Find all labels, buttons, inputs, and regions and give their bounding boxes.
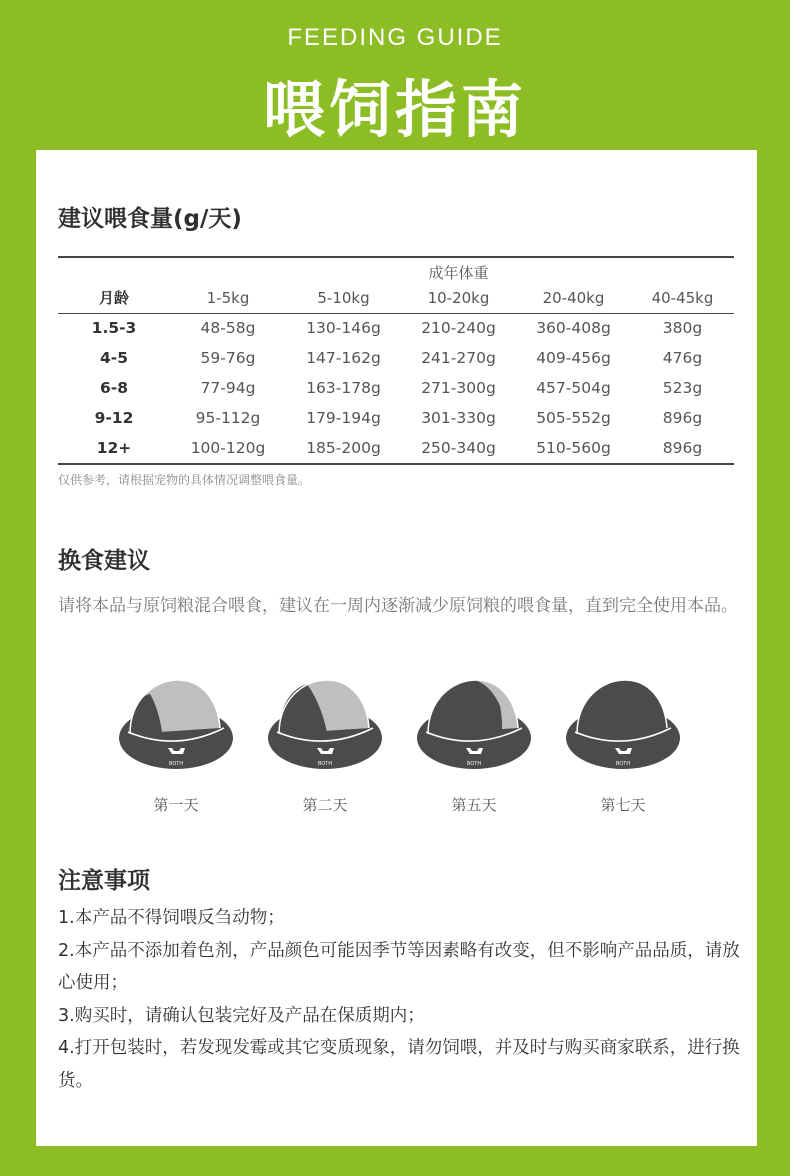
stage-day-5 bbox=[414, 672, 534, 815]
food-bowl-icon bbox=[265, 672, 385, 772]
weight-group-label: 成年体重 bbox=[428, 264, 489, 282]
age-cell: 4-5 bbox=[99, 349, 128, 367]
weight-column-header: 40-45kg bbox=[631, 283, 734, 313]
amount-cell: 241-270g bbox=[421, 349, 496, 367]
amount-cell: 896g bbox=[662, 409, 703, 427]
amount-cell: 409-456g bbox=[536, 349, 611, 367]
amount-cell: 185-200g bbox=[306, 439, 381, 457]
amount-cell: 48-58g bbox=[200, 319, 256, 338]
table-row bbox=[58, 343, 734, 373]
bowl-brand-text: BOTH bbox=[616, 761, 630, 767]
age-column-header: 月龄 bbox=[58, 283, 170, 313]
age-cell: 9-12 bbox=[94, 409, 134, 427]
transition-stages bbox=[36, 672, 757, 812]
table-group-header bbox=[58, 258, 734, 283]
amount-cell: 77-94g bbox=[200, 379, 256, 397]
amount-cell: 130-146g bbox=[306, 319, 381, 338]
content-card bbox=[36, 150, 757, 1146]
bowl-brand-text: BOTH bbox=[467, 761, 481, 767]
stage-label: 第一天 bbox=[153, 796, 199, 814]
weight-column-header: 1-5kg bbox=[170, 283, 286, 313]
feeding-note: 仅供参考，请根据宠物的具体情况调整喂食量。 bbox=[58, 473, 311, 487]
amount-cell: 250-340g bbox=[421, 439, 496, 457]
amount-cell: 147-162g bbox=[306, 349, 381, 367]
table-header-row bbox=[58, 283, 734, 313]
notices-list bbox=[58, 902, 742, 1097]
transition-title: 换食建议 bbox=[58, 548, 150, 574]
feeding-amount-title: 建议喂食量(g/天) bbox=[58, 206, 242, 232]
amount-cell: 457-504g bbox=[536, 379, 611, 397]
notice-item: 3.购买时，请确认包装完好及产品在保质期内； bbox=[58, 1005, 425, 1026]
amount-cell: 179-194g bbox=[306, 409, 381, 427]
age-cell: 12+ bbox=[96, 439, 132, 457]
food-bowl-icon bbox=[414, 672, 534, 772]
notice-item: 2.本产品不添加着色剂，产品颜色可能因季节等因素略有改变，但不影响产品品质，请放心使用； bbox=[58, 940, 740, 993]
notice-item: 1.本产品不得饲喂反刍动物； bbox=[58, 908, 285, 928]
stage-label: 第五天 bbox=[451, 796, 497, 814]
table-row bbox=[58, 433, 734, 463]
amount-cell: 523g bbox=[662, 379, 703, 397]
amount-cell: 380g bbox=[662, 319, 703, 338]
table-row bbox=[58, 373, 734, 403]
amount-cell: 896g bbox=[662, 439, 703, 457]
amount-cell: 100-120g bbox=[190, 439, 266, 457]
weight-column-header: 20-40kg bbox=[516, 283, 631, 313]
table-row bbox=[58, 403, 734, 433]
header-subtitle: FEEDING GUIDE bbox=[287, 24, 503, 51]
bowl-brand-text: BOTH bbox=[169, 761, 183, 767]
amount-cell: 271-300g bbox=[421, 379, 496, 397]
stage-label: 第七天 bbox=[600, 796, 646, 814]
amount-cell: 476g bbox=[662, 349, 703, 367]
amount-cell: 360-408g bbox=[536, 319, 611, 338]
amount-cell: 505-552g bbox=[536, 409, 611, 427]
amount-cell: 163-178g bbox=[306, 379, 381, 397]
notice-item: 4.打开包装时，若发现发霉或其它变质现象，请勿饲喂，并及时与购买商家联系，进行换货。 bbox=[58, 1038, 740, 1091]
amount-cell: 95-112g bbox=[195, 409, 261, 427]
stage-day-7 bbox=[563, 672, 683, 815]
table-row bbox=[58, 313, 734, 343]
transition-description: 请将本品与原饲粮混合喂食，建议在一周内逐渐减少原饲粮的喂食量，直到完全使用本品。 bbox=[58, 596, 738, 616]
age-cell: 1.5-3 bbox=[91, 319, 137, 338]
age-cell: 6-8 bbox=[99, 379, 128, 397]
weight-column-header: 5-10kg bbox=[286, 283, 401, 313]
page-title: 喂饲指南 bbox=[262, 73, 527, 146]
feeding-table bbox=[58, 256, 734, 465]
notices-title: 注意事项 bbox=[58, 868, 150, 894]
bowl-brand-text: BOTH bbox=[318, 761, 332, 767]
amount-cell: 510-560g bbox=[536, 439, 611, 457]
amount-cell: 59-76g bbox=[200, 349, 256, 367]
food-bowl-icon bbox=[116, 672, 236, 772]
amount-cell: 210-240g bbox=[421, 319, 496, 338]
weight-column-header: 10-20kg bbox=[401, 283, 516, 313]
food-bowl-icon bbox=[563, 672, 683, 772]
stage-day-1 bbox=[116, 672, 236, 815]
stage-day-2 bbox=[265, 672, 385, 815]
amount-cell: 301-330g bbox=[421, 409, 496, 427]
stage-label: 第二天 bbox=[302, 796, 348, 814]
